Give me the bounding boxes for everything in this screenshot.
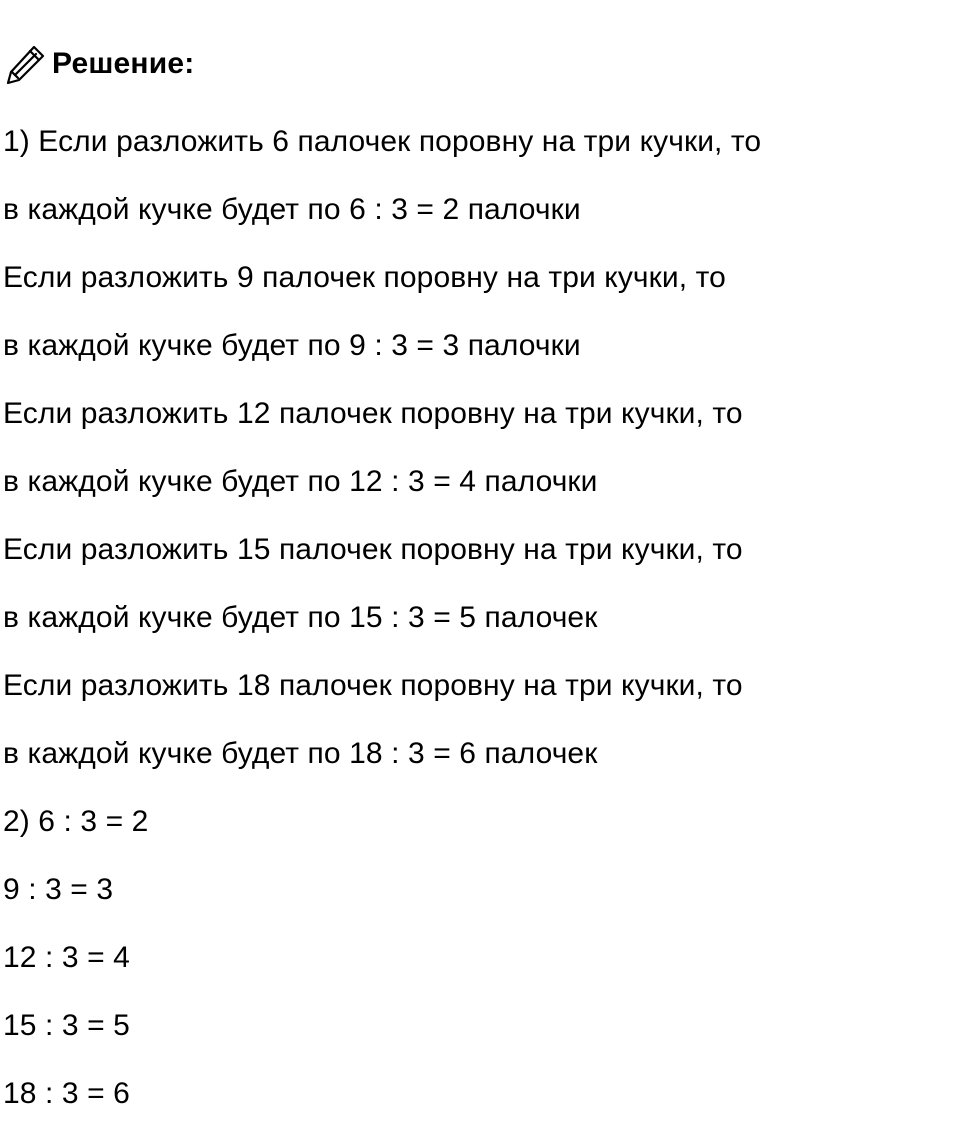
solution-line: в каждой кучке будет по 9 : 3 = 3 палочки xyxy=(3,329,581,362)
solution-line: 12 : 3 = 4 xyxy=(3,941,130,974)
solution-title: Решение: xyxy=(52,47,195,80)
solution-line: 18 : 3 = 6 xyxy=(3,1077,130,1110)
solution-line: в каждой кучке будет по 15 : 3 = 5 палочек xyxy=(3,601,598,634)
solution-line: в каждой кучке будет по 12 : 3 = 4 палочки xyxy=(3,465,598,498)
solution-line: 1) Если разложить 6 палочек поровну на три кучки, то xyxy=(3,125,762,158)
solution-line: Если разложить 18 палочек поровну на три кучки, то xyxy=(3,669,743,702)
pencil-icon xyxy=(4,42,48,86)
solution-line: 15 : 3 = 5 xyxy=(3,1009,130,1042)
solution-line: Если разложить 15 палочек поровну на три кучки, то xyxy=(3,533,743,566)
solution-lines xyxy=(3,108,761,1128)
solution-line: Если разложить 12 палочек поровну на три кучки, то xyxy=(3,397,743,430)
solution-line: Если разложить 9 палочек поровну на три кучки, то xyxy=(3,261,726,294)
solution-line: в каждой кучке будет по 18 : 3 = 6 палочек xyxy=(3,737,598,770)
solution-line: 2) 6 : 3 = 2 xyxy=(3,805,149,838)
solution-line: 9 : 3 = 3 xyxy=(3,873,114,906)
solution-line: в каждой кучке будет по 6 : 3 = 2 палочки xyxy=(3,193,581,226)
solution-header xyxy=(4,40,194,88)
